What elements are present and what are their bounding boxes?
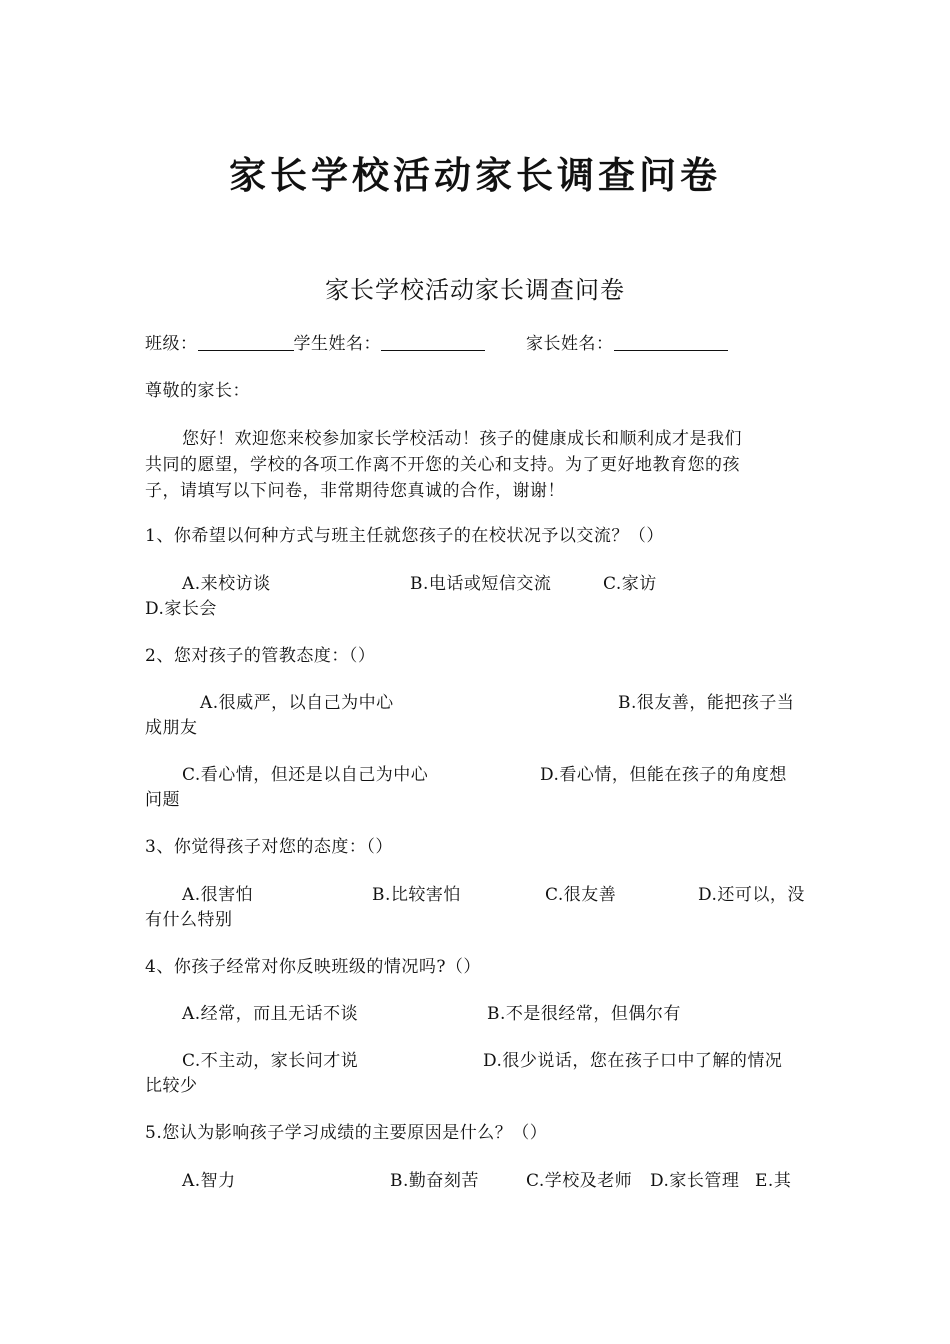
q4-question: 4、你孩子经常对你反映班级的情况吗?（） <box>145 957 481 977</box>
intro-line-2: 共同的愿望，学校的各项工作离不开您的关心和支持。为了更好地教育您的孩 <box>145 455 740 475</box>
student-name-field[interactable] <box>381 334 485 351</box>
q4-option-c: C.不主动，家长问才说 <box>182 1051 359 1071</box>
q3-option-c: C.很友善 <box>545 885 617 905</box>
document-title: 家长学校活动家长调查问卷 <box>229 154 721 197</box>
q5-option-c: C.学校及老师 <box>526 1171 633 1191</box>
q1-option-c: C.家访 <box>603 574 657 594</box>
q3-option-a: A.很害怕 <box>182 885 254 905</box>
q2-option-a: A.很威严，以自己为中心 <box>200 693 394 713</box>
parent-name-line <box>526 333 728 355</box>
q5-option-a: A.智力 <box>182 1171 236 1191</box>
q2-option-b-cont: 成朋友 <box>145 718 198 738</box>
class-field[interactable] <box>198 334 294 351</box>
class-label: 班级： <box>145 334 198 354</box>
parent-name-field[interactable] <box>614 334 728 351</box>
intro-line-1: 您好！欢迎您来校参加家长学校活动！孩子的健康成长和顺利成才是我们 <box>182 429 742 449</box>
q1-option-a: A.来校访谈 <box>182 574 271 594</box>
q4-option-d: D.很少说话，您在孩子口中了解的情况 <box>483 1051 783 1071</box>
q1-question: 1、你希望以何种方式与班主任就您孩子的在校状况予以交流？（） <box>145 526 664 546</box>
q5-option-d: D.家长管理 <box>650 1171 740 1191</box>
q1-option-d: D.家长会 <box>145 599 217 619</box>
intro-line-3: 子，请填写以下问卷，非常期待您真诚的合作，谢谢！ <box>145 481 565 501</box>
student-name-label: 学生姓名： <box>293 334 381 354</box>
q4-option-b: B.不是很经常，但偶尔有 <box>487 1004 681 1024</box>
q4-option-d-cont: 比较少 <box>145 1076 198 1096</box>
q1-option-b: B.电话或短信交流 <box>410 574 552 594</box>
q3-option-d-cont: 有什么特别 <box>145 910 233 930</box>
parent-name-label: 家长姓名： <box>526 334 614 354</box>
q2-option-d: D.看心情，但能在孩子的角度想 <box>540 765 787 785</box>
q3-option-b: B.比较害怕 <box>372 885 461 905</box>
q2-option-d-cont: 问题 <box>145 790 180 810</box>
q3-question: 3、你觉得孩子对您的态度：（） <box>145 837 393 857</box>
q5-option-b: B.勤奋刻苦 <box>390 1171 479 1191</box>
greeting: 尊敬的家长： <box>145 381 250 401</box>
q4-option-a: A.经常，而且无话不谈 <box>182 1004 359 1024</box>
q2-option-b: B.很友善，能把孩子当 <box>618 693 795 713</box>
info-line <box>145 333 485 355</box>
q5-question: 5.您认为影响孩子学习成绩的主要原因是什么？（） <box>145 1123 548 1143</box>
q2-question: 2、您对孩子的管教态度：（） <box>145 646 376 666</box>
document-subtitle: 家长学校活动家长调查问卷 <box>325 276 625 304</box>
q5-option-e: E.其 <box>755 1171 792 1191</box>
q3-option-d: D.还可以，没 <box>698 885 805 905</box>
q2-option-c: C.看心情，但还是以自己为中心 <box>182 765 429 785</box>
